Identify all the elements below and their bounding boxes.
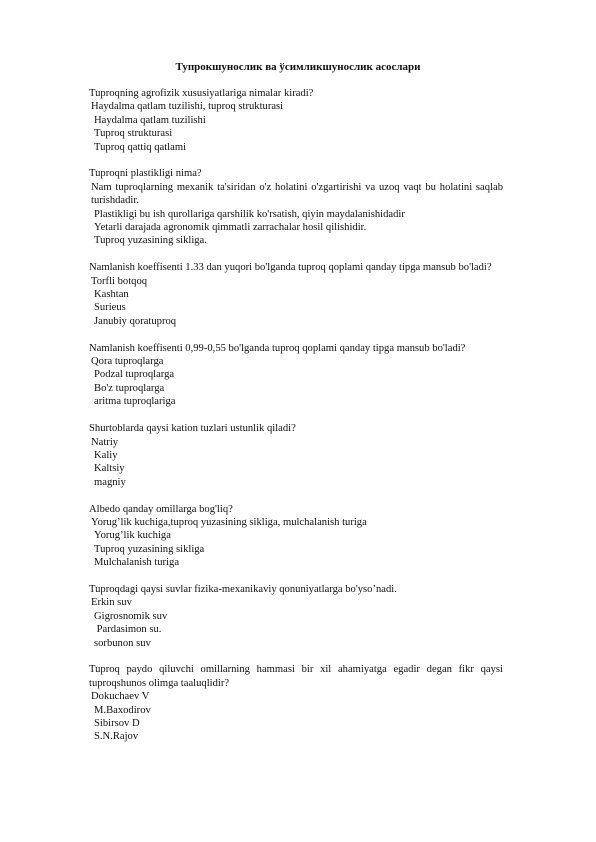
answer-option: aritma tuproqlariga: [94, 396, 176, 408]
answer-option: Podzal tuproqlarga: [94, 369, 175, 381]
answer-option: Gigrosnomik suv: [94, 610, 168, 622]
document-title: Тупрокшунослик ва ўсимликшунослик асослари: [175, 61, 421, 73]
answer-option: magniy: [94, 476, 126, 488]
question-text: Tuproqni plastikligi nima?: [89, 168, 202, 180]
question-text: Shurtoblarda qaysi kation tuzlari ustunlik qiladi?: [89, 423, 296, 435]
question-text: Tuproqning agrofizik xususiyatlariga nimalar kiradi?: [89, 88, 314, 99]
answer-option: Haydalma qatlam tuzilishi: [94, 114, 206, 126]
question-text: Albedo qanday omillarga bog'liq?: [89, 503, 233, 515]
answer-option: Sibirsov D: [94, 717, 140, 729]
question-block: [89, 342, 503, 409]
question-block: [89, 663, 503, 743]
question-text: Tuproqdagi qaysi suvlar fizika-mexanikaviy qonuniyatlarga bo'yso’nadi.: [89, 583, 397, 595]
answer-option: Mulchalanish turiga: [94, 557, 180, 569]
answer-option: Kashtan: [94, 289, 129, 301]
answer-option: S.N.Rajov: [94, 731, 139, 743]
question-text: Namlanish koeffisenti 1.33 dan yuqori bo'lganda tuproq qoplami qanday tipga mansub bo'ladi?: [89, 262, 492, 274]
answer-correct: Torfli botqoq: [91, 275, 148, 287]
question-block: [89, 167, 503, 247]
answer-option: Tuproq yuzasining sikliga: [94, 543, 205, 555]
answer-option: Tuproq qattiq qatlami: [94, 141, 187, 153]
question-block: [89, 503, 503, 570]
answer-option: Bo'z tuproqlarga: [94, 382, 165, 394]
answer-correct: Yorug’lik kuchiga,tuproq yuzasining sikliga, mulchalanish turiga: [91, 516, 367, 528]
answer-correct: Qora tuproqlarga: [91, 356, 164, 368]
answer-option: Plastikligi bu ish qurollariga qarshilik ko'rsatish, qiyin maydalanishidadir: [94, 208, 405, 220]
answer-option: Janubiy qoratuproq: [94, 315, 177, 327]
answer-option: Kaliy: [94, 449, 118, 461]
question-block: [89, 422, 503, 489]
answer-option: Yetarli darajada agronomik qimmatli zarrachalar hosil qilishidir.: [94, 222, 367, 234]
answer-correct: Haydalma qatlam tuzilishi, tuproq strukturasi: [91, 101, 284, 113]
answer-option: Kaltsiy: [94, 463, 125, 475]
answer-option: Tuproq strukturasi: [94, 128, 173, 140]
question-block: [89, 87, 503, 154]
answer-option: Yorug’lik kuchiga: [94, 530, 171, 542]
answer-option: sorbunon suv: [94, 637, 151, 649]
answer-option: Surieus: [94, 302, 126, 314]
question-text: Tuproq paydo qiluvchi omillarning hammasi bir xil ahamiyatga egadir degan fikr qaysi tuproqshunos olimga taaluqlidir?: [89, 664, 503, 689]
answer-correct: Nam tuproqlarning mexanik ta'siridan o'z holatini o'zgartirishi va uzoq vaqt bu holatini saqlab turishdadir.: [91, 181, 503, 207]
question-block: [89, 583, 503, 650]
question-list: [89, 87, 503, 757]
answer-option: M.Baxodirov: [94, 704, 151, 716]
answer-correct: Erkin suv: [91, 597, 132, 609]
question-text: Namlanish koeffisenti 0,99-0,55 bo'lganda tuproq qoplami qanday tipga mansub bo'ladi?: [89, 342, 466, 354]
answer-correct: Natriy: [91, 436, 119, 448]
question-block: [89, 261, 503, 328]
answer-option: Pardasimon su.: [94, 624, 162, 636]
answer-option: Tuproq yuzasining sikliga.: [94, 235, 207, 247]
answer-correct: Dokuchaev V: [91, 691, 150, 703]
